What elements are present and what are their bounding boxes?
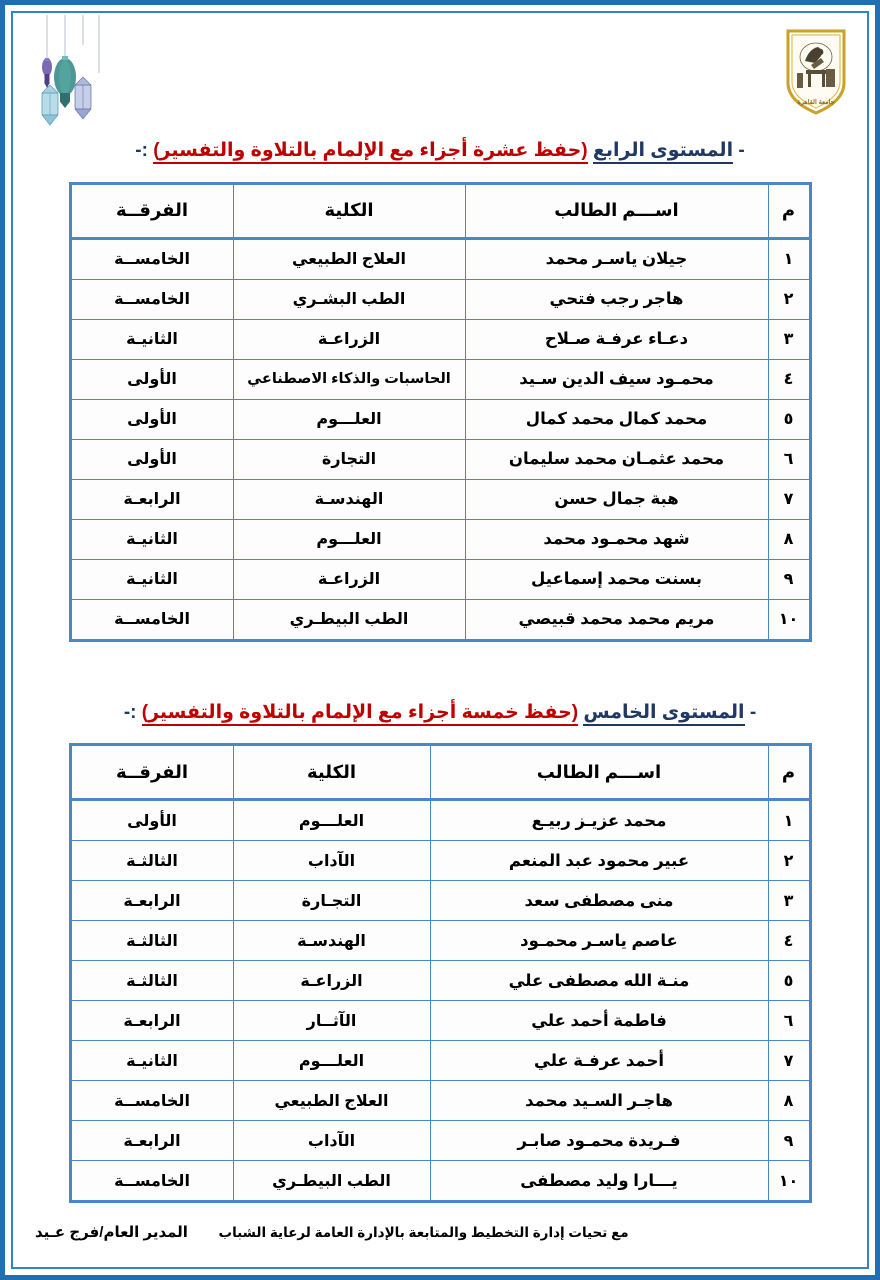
table-row bbox=[70, 559, 810, 599]
cell-student-name: عاصم ياسـر محمـود bbox=[430, 921, 768, 961]
title-level-label: المستوى الخامس bbox=[583, 702, 744, 726]
table-row bbox=[70, 279, 810, 319]
table-header-row bbox=[70, 745, 810, 800]
cell-faculty: الحاسبات والذكاء الاصطناعي bbox=[233, 359, 465, 399]
col-header-number: م bbox=[768, 745, 810, 800]
cell-student-name: دعـاء عرفـة صـلاح bbox=[465, 319, 768, 359]
cell-faculty: الزراعـة bbox=[233, 319, 465, 359]
cell-number: ١ bbox=[768, 800, 810, 841]
cell-faculty: الطب البيطـري bbox=[233, 599, 465, 640]
section-level-5 bbox=[13, 700, 867, 1204]
col-header-faculty: الكلية bbox=[233, 745, 430, 800]
cell-number: ١٠ bbox=[768, 1161, 810, 1202]
cell-number: ٩ bbox=[768, 559, 810, 599]
title-tail: :- bbox=[123, 701, 137, 723]
cell-number: ٧ bbox=[768, 1041, 810, 1081]
cell-faculty: الآداب bbox=[233, 1121, 430, 1161]
title-dash: - bbox=[738, 140, 745, 161]
cell-student-name: هاجـر السـيد محمد bbox=[430, 1081, 768, 1121]
table-row bbox=[70, 841, 810, 881]
cell-number: ٤ bbox=[768, 921, 810, 961]
title-requirement: (حفظ خمسة أجزاء مع الإلمام بالتلاوة والتفسير) bbox=[142, 702, 578, 726]
cell-grade: الرابعـة bbox=[70, 1121, 233, 1161]
cell-student-name: محمد كمال محمد كمال bbox=[465, 399, 768, 439]
cell-number: ٨ bbox=[768, 519, 810, 559]
title-dash: - bbox=[749, 701, 757, 723]
cell-number: ٩ bbox=[768, 1121, 810, 1161]
cell-grade: الثالثـة bbox=[70, 921, 233, 961]
cell-faculty: الزراعـة bbox=[233, 559, 465, 599]
cell-number: ٥ bbox=[768, 961, 810, 1001]
cell-student-name: هاجر رجب فتحي bbox=[465, 279, 768, 319]
cell-grade: الرابعـة bbox=[70, 881, 233, 921]
table-row bbox=[70, 599, 810, 640]
cell-number: ١ bbox=[768, 238, 810, 279]
table-row bbox=[70, 519, 810, 559]
cell-grade: الأولى bbox=[70, 359, 233, 399]
col-header-grade: الفرقــة bbox=[70, 745, 233, 800]
table-row bbox=[70, 1081, 810, 1121]
footer-signature: المدير العام/فرج عـيد bbox=[35, 1224, 188, 1241]
cell-grade: الرابعـة bbox=[70, 479, 233, 519]
cell-faculty: الطب البيطـري bbox=[233, 1161, 430, 1202]
cell-faculty: التجـارة bbox=[233, 881, 430, 921]
table-row bbox=[70, 238, 810, 279]
cell-student-name: فـريدة محمـود صابـر bbox=[430, 1121, 768, 1161]
table-row bbox=[70, 1121, 810, 1161]
table-row bbox=[70, 1161, 810, 1202]
cairo-university-emblem-icon bbox=[783, 27, 849, 119]
cell-student-name: يـــارا وليد مصطفى bbox=[430, 1161, 768, 1202]
cell-student-name: فاطمة أحمد علي bbox=[430, 1001, 768, 1041]
cell-faculty: الهندسـة bbox=[233, 479, 465, 519]
cell-student-name: مريم محمد محمد قبيصي bbox=[465, 599, 768, 640]
cell-faculty: العلاج الطبيعي bbox=[233, 238, 465, 279]
cell-number: ٦ bbox=[768, 1001, 810, 1041]
cell-number: ٣ bbox=[768, 319, 810, 359]
table-row bbox=[70, 439, 810, 479]
section-title-level-5 bbox=[13, 700, 867, 726]
cell-grade: الثانيـة bbox=[70, 1041, 233, 1081]
cell-grade: الأولى bbox=[70, 439, 233, 479]
cell-faculty: الطب البشـري bbox=[233, 279, 465, 319]
table-row bbox=[70, 1041, 810, 1081]
cell-faculty: العلـــوم bbox=[233, 519, 465, 559]
cell-grade: الثالثـة bbox=[70, 961, 233, 1001]
cell-faculty: الآثــار bbox=[233, 1001, 430, 1041]
cell-grade: الخامســة bbox=[70, 1161, 233, 1202]
ramadan-lanterns-icon bbox=[25, 15, 117, 135]
cell-student-name: هبة جمال حسن bbox=[465, 479, 768, 519]
table-row bbox=[70, 479, 810, 519]
cell-student-name: محمد عثمـان محمد سليمان bbox=[465, 439, 768, 479]
table-body-level-4 bbox=[70, 238, 810, 640]
cell-grade: الخامســة bbox=[70, 238, 233, 279]
cell-number: ٥ bbox=[768, 399, 810, 439]
page-header bbox=[13, 13, 867, 138]
cell-grade: الرابعـة bbox=[70, 1001, 233, 1041]
col-header-student-name: اســـم الطالب bbox=[465, 183, 768, 238]
table-body-level-5 bbox=[70, 800, 810, 1202]
table-wrapper-level-5 bbox=[13, 743, 867, 1203]
table-row bbox=[70, 1001, 810, 1041]
students-table-level-5 bbox=[69, 743, 812, 1203]
table-row bbox=[70, 921, 810, 961]
table-header-row bbox=[70, 183, 810, 238]
cell-student-name: منى مصطفى سعد bbox=[430, 881, 768, 921]
cell-student-name: محمد عزيـز ربيـع bbox=[430, 800, 768, 841]
col-header-number: م bbox=[768, 183, 810, 238]
cell-grade: الأولى bbox=[70, 399, 233, 439]
table-row bbox=[70, 319, 810, 359]
cell-grade: الثانيـة bbox=[70, 319, 233, 359]
lantern-lightblue bbox=[42, 85, 58, 125]
table-wrapper-level-4 bbox=[13, 182, 867, 642]
table-row bbox=[70, 961, 810, 1001]
page-footer bbox=[13, 1215, 867, 1261]
cell-number: ٧ bbox=[768, 479, 810, 519]
cell-faculty: العلـــوم bbox=[233, 1041, 430, 1081]
emblem-caption: جامعة القاهرة bbox=[797, 99, 835, 106]
cell-grade: الثانيـة bbox=[70, 559, 233, 599]
cell-faculty: العلـــوم bbox=[233, 800, 430, 841]
cell-number: ٣ bbox=[768, 881, 810, 921]
cell-student-name: شهد محمـود محمد bbox=[465, 519, 768, 559]
table-row bbox=[70, 359, 810, 399]
page-body bbox=[13, 13, 867, 1267]
cell-number: ٢ bbox=[768, 841, 810, 881]
cell-number: ٦ bbox=[768, 439, 810, 479]
students-table-level-4 bbox=[69, 182, 812, 642]
cell-student-name: بسنت محمد إسماعيل bbox=[465, 559, 768, 599]
cell-number: ١٠ bbox=[768, 599, 810, 640]
col-header-grade: الفرقــة bbox=[70, 183, 233, 238]
cell-grade: الخامســة bbox=[70, 599, 233, 640]
cell-student-name: محمـود سيف الدين سـيد bbox=[465, 359, 768, 399]
section-title-level-4 bbox=[13, 138, 867, 164]
cell-student-name: جيلان ياسـر محمد bbox=[465, 238, 768, 279]
table-row bbox=[70, 800, 810, 841]
cell-number: ٢ bbox=[768, 279, 810, 319]
cell-grade: الأولى bbox=[70, 800, 233, 841]
cell-number: ٤ bbox=[768, 359, 810, 399]
title-requirement: (حفظ عشرة أجزاء مع الإلمام بالتلاوة والتفسير) bbox=[153, 140, 587, 164]
cell-faculty: الهندسـة bbox=[233, 921, 430, 961]
cell-student-name: منـة الله مصطفى علي bbox=[430, 961, 768, 1001]
cell-faculty: التجارة bbox=[233, 439, 465, 479]
cell-student-name: عبير محمود عبد المنعم bbox=[430, 841, 768, 881]
cell-grade: الخامســة bbox=[70, 279, 233, 319]
cell-grade: الخامســة bbox=[70, 1081, 233, 1121]
cell-faculty: الزراعـة bbox=[233, 961, 430, 1001]
cell-grade: الثالثـة bbox=[70, 841, 233, 881]
cell-faculty: العلـــوم bbox=[233, 399, 465, 439]
footer-greeting: مع تحيات إدارة التخطيط والمتابعة بالإدارة العامة لرعاية الشباب bbox=[218, 1225, 629, 1240]
cell-number: ٨ bbox=[768, 1081, 810, 1121]
col-header-faculty: الكلية bbox=[233, 183, 465, 238]
page-frame-inner bbox=[11, 11, 869, 1269]
table-row bbox=[70, 399, 810, 439]
lantern-periwinkle bbox=[75, 77, 91, 119]
lantern-purple bbox=[42, 58, 52, 88]
cell-faculty: العلاج الطبيعي bbox=[233, 1081, 430, 1121]
col-header-student-name: اســـم الطالب bbox=[430, 745, 768, 800]
cell-faculty: الآداب bbox=[233, 841, 430, 881]
title-level-label: المستوى الرابع bbox=[593, 140, 733, 164]
table-row bbox=[70, 881, 810, 921]
cell-student-name: أحمد عرفـة علي bbox=[430, 1041, 768, 1081]
title-tail: :- bbox=[135, 140, 148, 161]
cell-grade: الثانيـة bbox=[70, 519, 233, 559]
section-level-4 bbox=[13, 138, 867, 642]
